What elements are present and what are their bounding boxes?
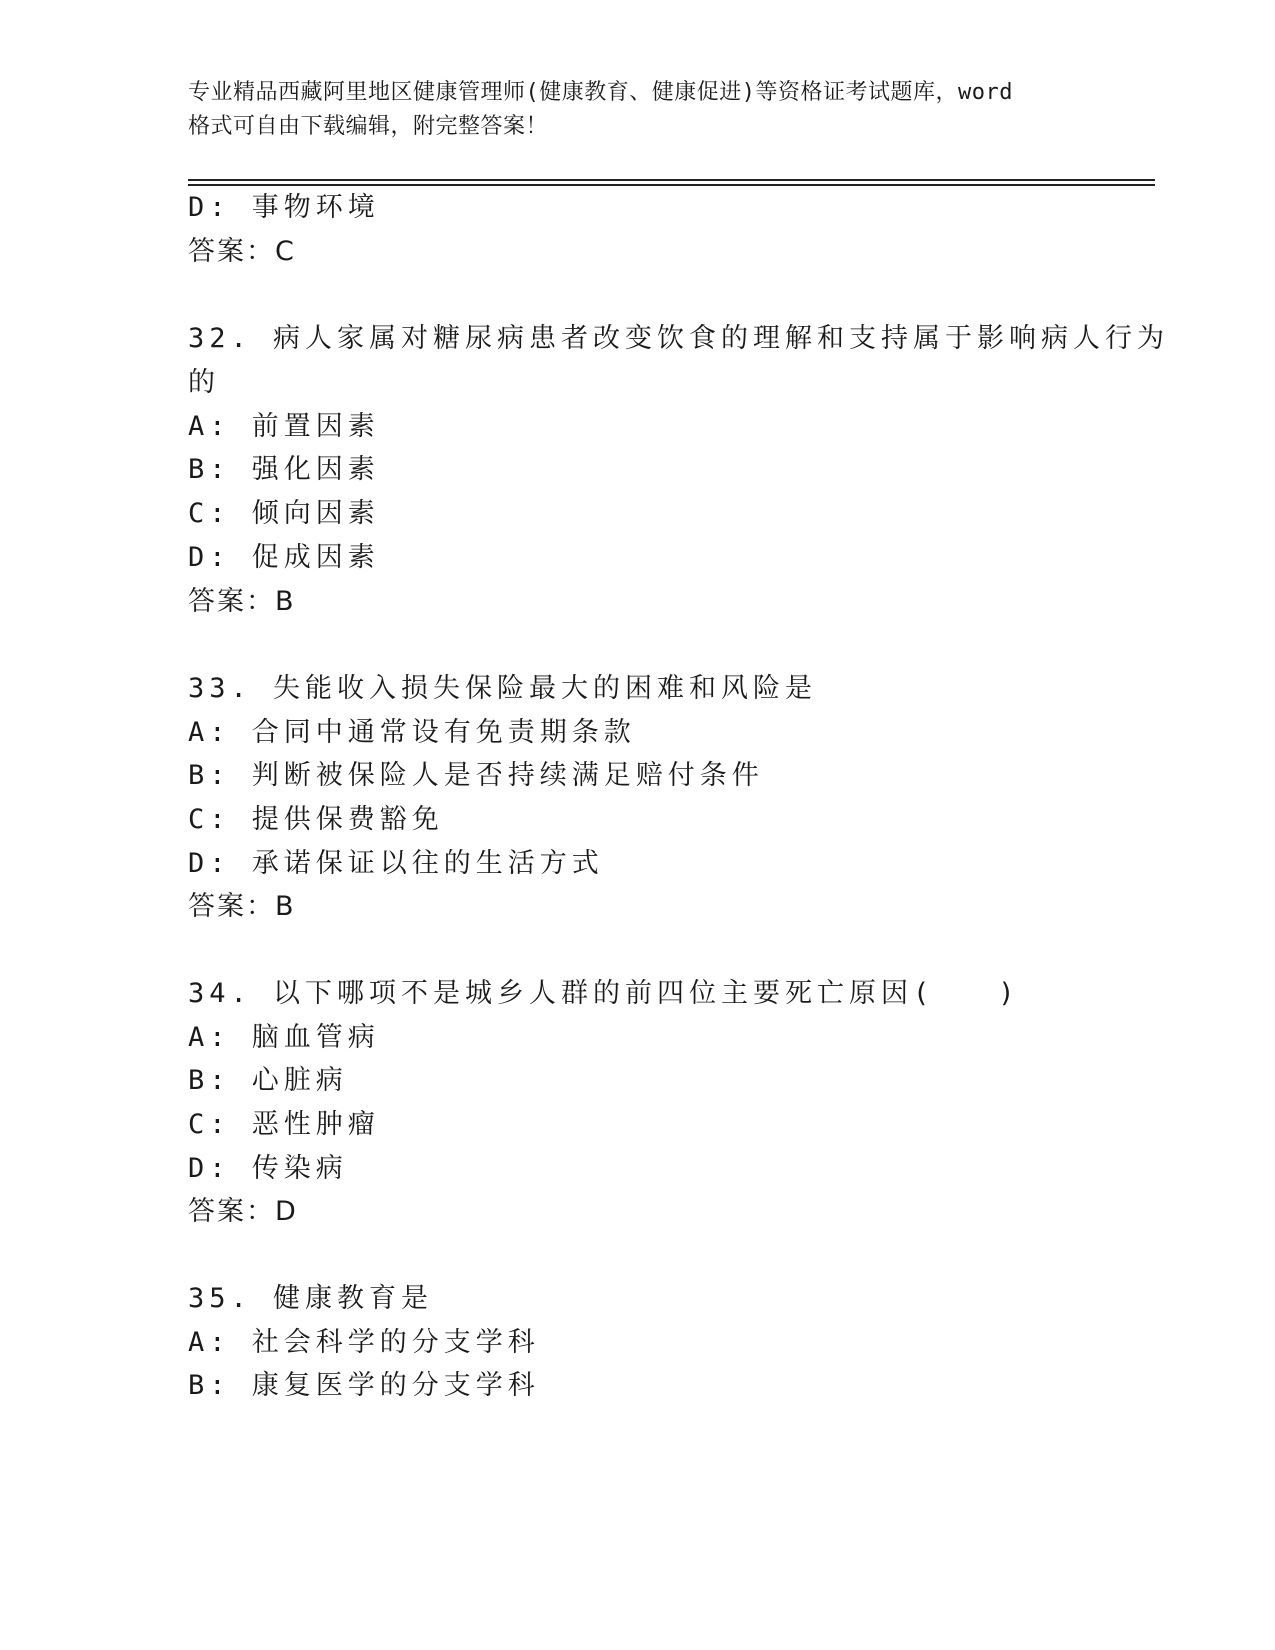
q33-stem: 33. 失能收入损失保险最大的困难和风险是	[188, 673, 818, 704]
q34-option-a: A: 脑血管病	[188, 1022, 380, 1053]
q34-option-d: D: 传染病	[188, 1153, 348, 1184]
q32-option-b: B: 强化因素	[188, 454, 380, 485]
q32-option-c: C: 倾向因素	[188, 498, 380, 529]
q33-answer: 答案：B	[188, 891, 296, 922]
q32-stem-cont: 的	[188, 367, 220, 398]
q34-stem: 34. 以下哪项不是城乡人群的前四位主要死亡原因( )	[188, 978, 1020, 1009]
q34-option-c: C: 恶性肿瘤	[188, 1109, 380, 1140]
document-header	[188, 76, 1088, 144]
q34-option-b: B: 心脏病	[188, 1065, 348, 1096]
q32-answer: 答案：B	[188, 586, 296, 617]
q35-stem: 35. 健康教育是	[188, 1283, 434, 1314]
q34-answer: 答案：D	[188, 1196, 298, 1227]
q33-option-d: D: 承诺保证以往的生活方式	[188, 848, 604, 879]
q32-stem: 32. 病人家属对糖尿病患者改变饮食的理解和支持属于影响病人行为	[188, 323, 1170, 354]
q33-option-b: B: 判断被保险人是否持续满足赔付条件	[188, 760, 764, 791]
header-divider-bottom	[188, 184, 1155, 186]
header-divider-top	[188, 179, 1155, 181]
header-line-2: 格式可自由下载编辑，附完整答案！	[188, 114, 549, 139]
q33-option-c: C: 提供保费豁免	[188, 804, 444, 835]
prev-answer: 答案：C	[188, 236, 296, 267]
q35-option-b: B: 康复医学的分支学科	[188, 1370, 540, 1401]
q32-option-d: D: 促成因素	[188, 542, 380, 573]
prev-option-d: D: 事物环境	[188, 192, 380, 223]
q33-option-a: A: 合同中通常设有免责期条款	[188, 717, 636, 748]
header-line-1: 专业精品西藏阿里地区健康管理师(健康教育、健康促进)等资格证考试题库，word	[188, 80, 1013, 105]
q35-option-a: A: 社会科学的分支学科	[188, 1327, 540, 1358]
q32-option-a: A: 前置因素	[188, 411, 380, 442]
